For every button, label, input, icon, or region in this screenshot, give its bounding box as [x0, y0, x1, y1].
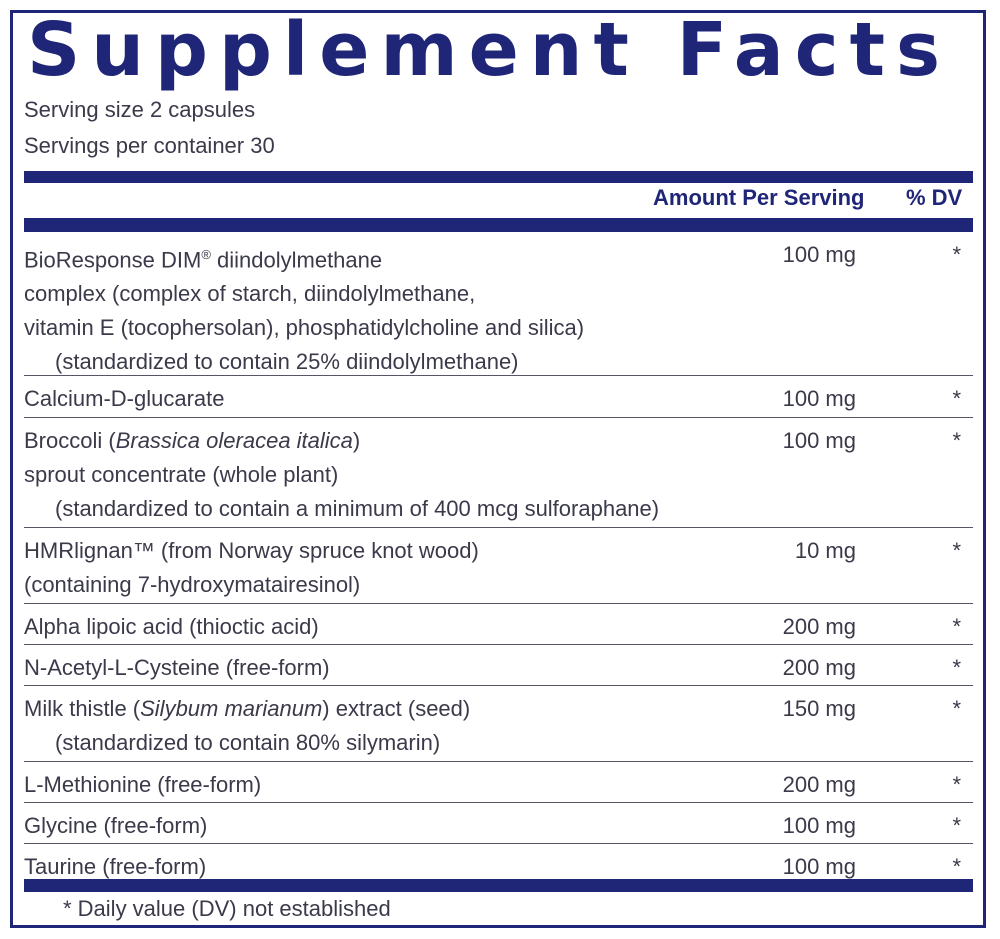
ingredient-name: [24, 382, 225, 416]
ingredient-name: [24, 534, 479, 602]
footnote: * Daily value (DV) not established: [63, 896, 391, 921]
ingredient-line: [24, 726, 470, 760]
ingredient-name: [24, 768, 261, 802]
ingredient-line: [24, 382, 225, 416]
daily-value: *: [952, 813, 961, 838]
ingredient-line: [24, 277, 584, 311]
header-top-bar: [24, 171, 973, 183]
amount-value: 10 mg: [794, 538, 856, 563]
ingredient-text: Glycine (free-form): [24, 813, 208, 838]
ingredient-text: HMRlignan™ (from Norway spruce knot wood): [24, 538, 479, 563]
ingredient-line: [24, 809, 207, 843]
ingredient-line: [24, 458, 659, 492]
amount-value: 150 mg: [782, 696, 856, 721]
amount-value: 100 mg: [782, 386, 856, 411]
ingredient-line: [24, 568, 479, 602]
daily-value: *: [952, 538, 961, 563]
footer-bar: [24, 879, 973, 892]
ingredient-line: [24, 238, 584, 277]
header-bottom-bar: [24, 218, 973, 232]
ingredient-text: Milk thistle (: [24, 696, 141, 721]
daily-value: *: [952, 772, 961, 797]
ingredient-text: N-Acetyl-L-Cysteine (free-form): [24, 655, 330, 680]
ingredient-line: [24, 345, 584, 379]
ingredient-name: [24, 238, 584, 379]
daily-value: *: [952, 696, 961, 721]
panel-title: Supplement Facts: [27, 7, 952, 93]
servings-per-container: Servings per container 30: [24, 133, 275, 158]
daily-value-header: % DV: [906, 185, 963, 210]
amount-value: 100 mg: [782, 242, 856, 267]
amount-value: 200 mg: [782, 614, 856, 639]
daily-value: *: [952, 386, 961, 411]
supplement-facts-panel: [10, 7, 986, 928]
ingredient-text: L-Methionine (free-form): [24, 772, 262, 797]
daily-value: *: [952, 242, 961, 267]
ingredient-text: (standardized to contain 80% silymarin): [55, 730, 441, 755]
amount-value: 100 mg: [782, 428, 856, 453]
ingredient-text: (standardized to contain 25% diindolylmethane): [55, 349, 519, 375]
table-row: [24, 528, 973, 604]
daily-value: *: [952, 614, 961, 639]
ingredient-text: (containing 7-hydroxymatairesinol): [24, 572, 361, 597]
ingredient-line: [24, 651, 330, 685]
ingredient-line: [24, 492, 659, 526]
table-row: [24, 762, 973, 803]
amount-value: 200 mg: [782, 772, 856, 797]
ingredient-text: Calcium-D-glucarate: [24, 386, 225, 411]
amount-value: 100 mg: [782, 854, 856, 879]
ingredient-text: Alpha lipoic acid (thioctic acid): [24, 614, 319, 639]
ingredient-text: Broccoli (: [24, 428, 116, 453]
ingredient-line: [24, 534, 479, 568]
ingredient-name: [24, 692, 470, 760]
ingredient-name: [24, 809, 207, 843]
daily-value: *: [952, 854, 961, 879]
ingredient-text: vitamin E (tocophersolan), phosphatidylcholine and silica): [24, 315, 585, 341]
latin-name: Silybum marianum: [140, 696, 323, 721]
ingredient-text: ) extract (seed): [322, 696, 471, 721]
ingredient-text: sprout concentrate (whole plant): [24, 462, 339, 487]
ingredient-line: [24, 610, 319, 644]
ingredient-text: complex (complex of starch, diindolylmethane,: [24, 281, 476, 307]
trademark-mark: ®: [201, 247, 211, 262]
serving-size: Serving size 2 capsules: [24, 97, 256, 122]
ingredient-name: [24, 424, 659, 526]
table-row: [24, 418, 973, 528]
ingredient-line: [24, 692, 470, 726]
table-row: [24, 686, 973, 762]
ingredient-line: [24, 424, 659, 458]
amount-value: 200 mg: [782, 655, 856, 680]
latin-name: Brassica oleracea italica: [115, 428, 353, 453]
daily-value: *: [952, 655, 961, 680]
table-row: [24, 604, 973, 645]
ingredient-name: [24, 651, 330, 685]
ingredient-text: BioResponse DIM: [24, 247, 202, 273]
ingredient-line: [24, 768, 261, 802]
ingredient-text: ): [352, 428, 361, 453]
table-row: [24, 645, 973, 686]
table-row: [24, 232, 973, 376]
ingredient-text: Taurine (free-form): [24, 854, 207, 879]
daily-value: *: [952, 428, 961, 453]
amount-value: 100 mg: [782, 813, 856, 838]
ingredient-name: [24, 610, 319, 644]
ingredient-line: [24, 311, 584, 345]
ingredient-text: diindolylmethane: [210, 247, 383, 273]
amount-per-serving-header: Amount Per Serving: [653, 185, 865, 210]
ingredient-text: (standardized to contain a minimum of 400 mcg sulforaphane): [55, 496, 660, 521]
nutrient-table: [24, 232, 973, 886]
table-row: [24, 376, 973, 418]
table-row: [24, 803, 973, 844]
